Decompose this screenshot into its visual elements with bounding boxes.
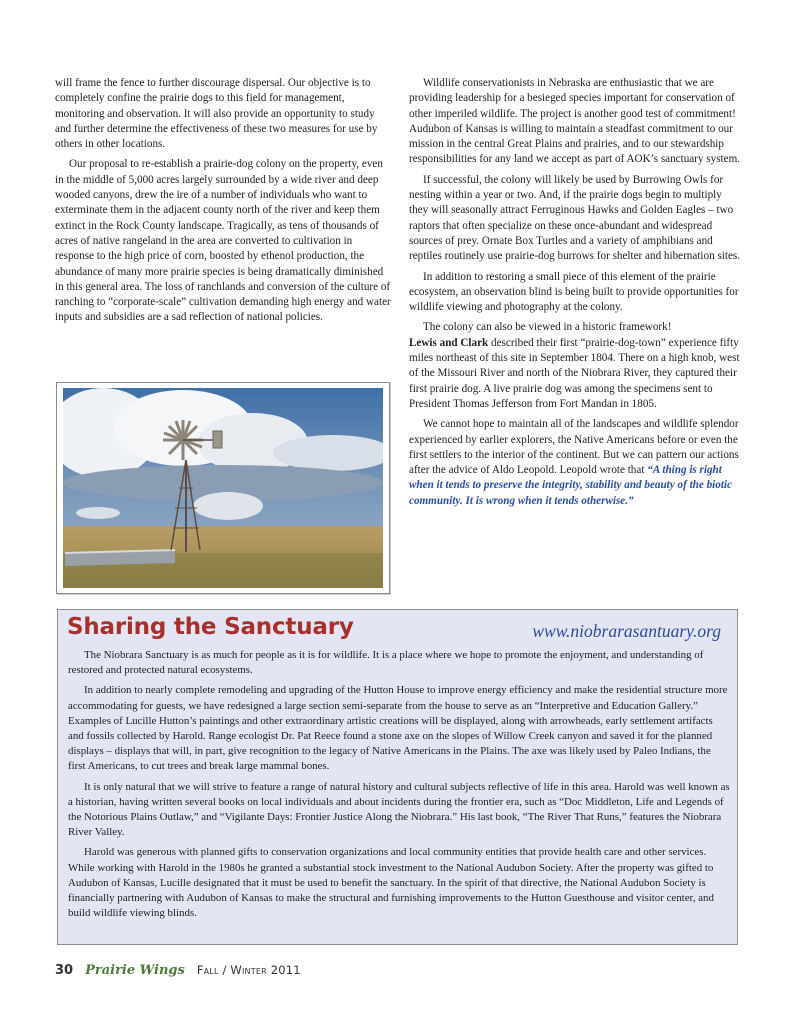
paragraph: Wildlife conservationists in Nebraska are enthusiastic that we are providing leadership for a besieged species important for conservation of other imperiled wildlife. The project is another good test of commitment! Audubon of Kansas is willing to maintain a steadfast commitment to our mission in the central Great Plains and prairies, and to our stewardship responsibilities for any land we accept as part of AOK’s sanctuary system. — [409, 77, 741, 166]
leopold-quote: “A thing is right when it tends to preserve the integrity, stability and beauty of the biotic community. It is wrong when it tends otherwise.” — [409, 464, 732, 507]
paragraph — [409, 417, 743, 509]
paragraph — [409, 336, 743, 412]
paragraph: It is only natural that we will strive to feature a range of natural history and cultural subjects reflective of life in this area. Harold was well known as a historian, having written several books on local individuals and about incidents during the frontier era, such as “Doc Middleton, Life and Legends of the Notorious Plains Outlaw,” and “Vigilante Days: Frontier Justice Along the Niobrara.” His last book, “The River That Runs,” features the Niobrara River Valley. — [68, 780, 730, 839]
right-column — [409, 76, 743, 514]
windmill-photo-image — [63, 388, 383, 588]
paragraph: Harold was generous with planned gifts to conservation organizations and local community entities that provide health care and other services. While working with Harold in the 1980s he granted a substantial stock investment to the National Audubon Society. After the property was gifted to Audubon of Kansas, Lucille designated that it must be used to benefit the sanctuary. In the spirit of that directive, the National Audubon Society is financially partnering with Audubon of Kansas to make the structural and furnishing improvements to the Hutton Guesthouse and visitor center, and build wildlife viewing blinds. — [68, 846, 714, 920]
windmill-photo — [56, 382, 390, 594]
paragraph: In addition to restoring a small piece of this element of the prairie ecosystem, an observation blind is being built to provide opportunities for wildlife viewing and photography at the colony. — [409, 270, 739, 314]
paragraph: In addition to nearly complete remodeling and upgrading of the Hutton House to improve energy efficiency and make the residential structure more accommodating for guests, we have redesigned a large section semi-separate from the house to serve as an “Interpretive and Education Gallery.” Examples of Lucille Hutton’s paintings and other extraordinary artistic creations will be displayed, along with arrowheads, early settlement artifacts and fossils collected by Harold. Range ecologist Dr. Pat Reece found a stone axe on the slopes of Willow Creek canyon and saved it for the planned displays – displays that will, in part, give recognition to the legacy of Native Americans in the Plains. The axe was likely used by Paleo Indians, the first Americans, to cut trees and break large mammal bones. — [68, 684, 728, 773]
sidebar-title: Sharing the Sanctuary — [67, 614, 354, 640]
left-column — [55, 76, 391, 331]
paragraph: The Niobrara Sanctuary is as much for people as it is for wildlife. It is a place where we hope to promote the enjoyment, and understanding of restored and protected natural ecosystems. — [68, 649, 704, 677]
lewis-and-clark-bold: Lewis and Clark — [409, 336, 489, 349]
sidebar-body — [68, 648, 730, 926]
paragraph-text: The colony can also be viewed in a historic framework! — [423, 321, 672, 334]
page-footer — [55, 963, 301, 981]
paragraph-text: We cannot hope to maintain all of the landscapes and wildlife splendor experienced by earlier explorers, the Native Americans before or even the first settlers to the interior of the continent. But we can pattern our actions after the advice of Aldo Leopold. Leopold wrote that — [409, 418, 739, 477]
publication-name: Prairie Wings — [85, 963, 185, 978]
page-number: 30 — [55, 963, 74, 978]
issue-label: Fall / Winter 2011 — [196, 963, 301, 977]
paragraph: If successful, the colony will likely be used by Burrowing Owls for nesting within a year or two. And, if the prairie dogs begin to multiply they will seasonally attract Ferruginous Hawks and Golden Eagles – two raptors that often specialize on these once-abundant and widespread sources of prey. Ornate Box Turtles and a variety of amphibians and reptiles routinely use prairie-dog burrows for shelter and hibernation sites. — [409, 173, 741, 263]
paragraph: Our proposal to re-establish a prairie-dog colony on the property, even in the middle of 5,000 acres largely surrounded by a wide river and deep wooded canyons, drew the ire of a number of individuals who want to exterminate them in the adjacent county north of the river and keep them extinct in the Rock County landscape. Tragically, as tens of thousands of acres of native rangeland in the area are converted to cultivation in response to the high price of corn, boosted by ethenol production, the abundance of many more prairie species is being dramatically diminished in this general area. The loss of ranchlands and conversion of the culture of ranching to “corporate-scale” cultivation demanding high energy and water inputs and subsidies are a sad reflection of national policies. — [55, 158, 391, 324]
paragraph — [409, 320, 743, 335]
sanctuary-website-link[interactable]: www.niobrarasantuary.org — [532, 621, 721, 641]
paragraph-text: described their first “prairie-dog-town” experience fifty miles northeast of this site in September 1804. There on a high knob, west of the Missouri River and north of the Niobrara River, they captured their first prairie dog. A live prairie dog was among the specimens sent to President Thomas Jefferson from Fort Mandan in 1805. — [409, 336, 740, 410]
paragraph: will frame the fence to further discourage dispersal. Our objective is to completely confine the prairie dogs to this field for management, monitoring and observation. It will also provide an opportunity to study and further determine the effectiveness of these two measures for use by others in other locations. — [55, 77, 378, 151]
sharing-the-sanctuary-box — [57, 609, 738, 945]
